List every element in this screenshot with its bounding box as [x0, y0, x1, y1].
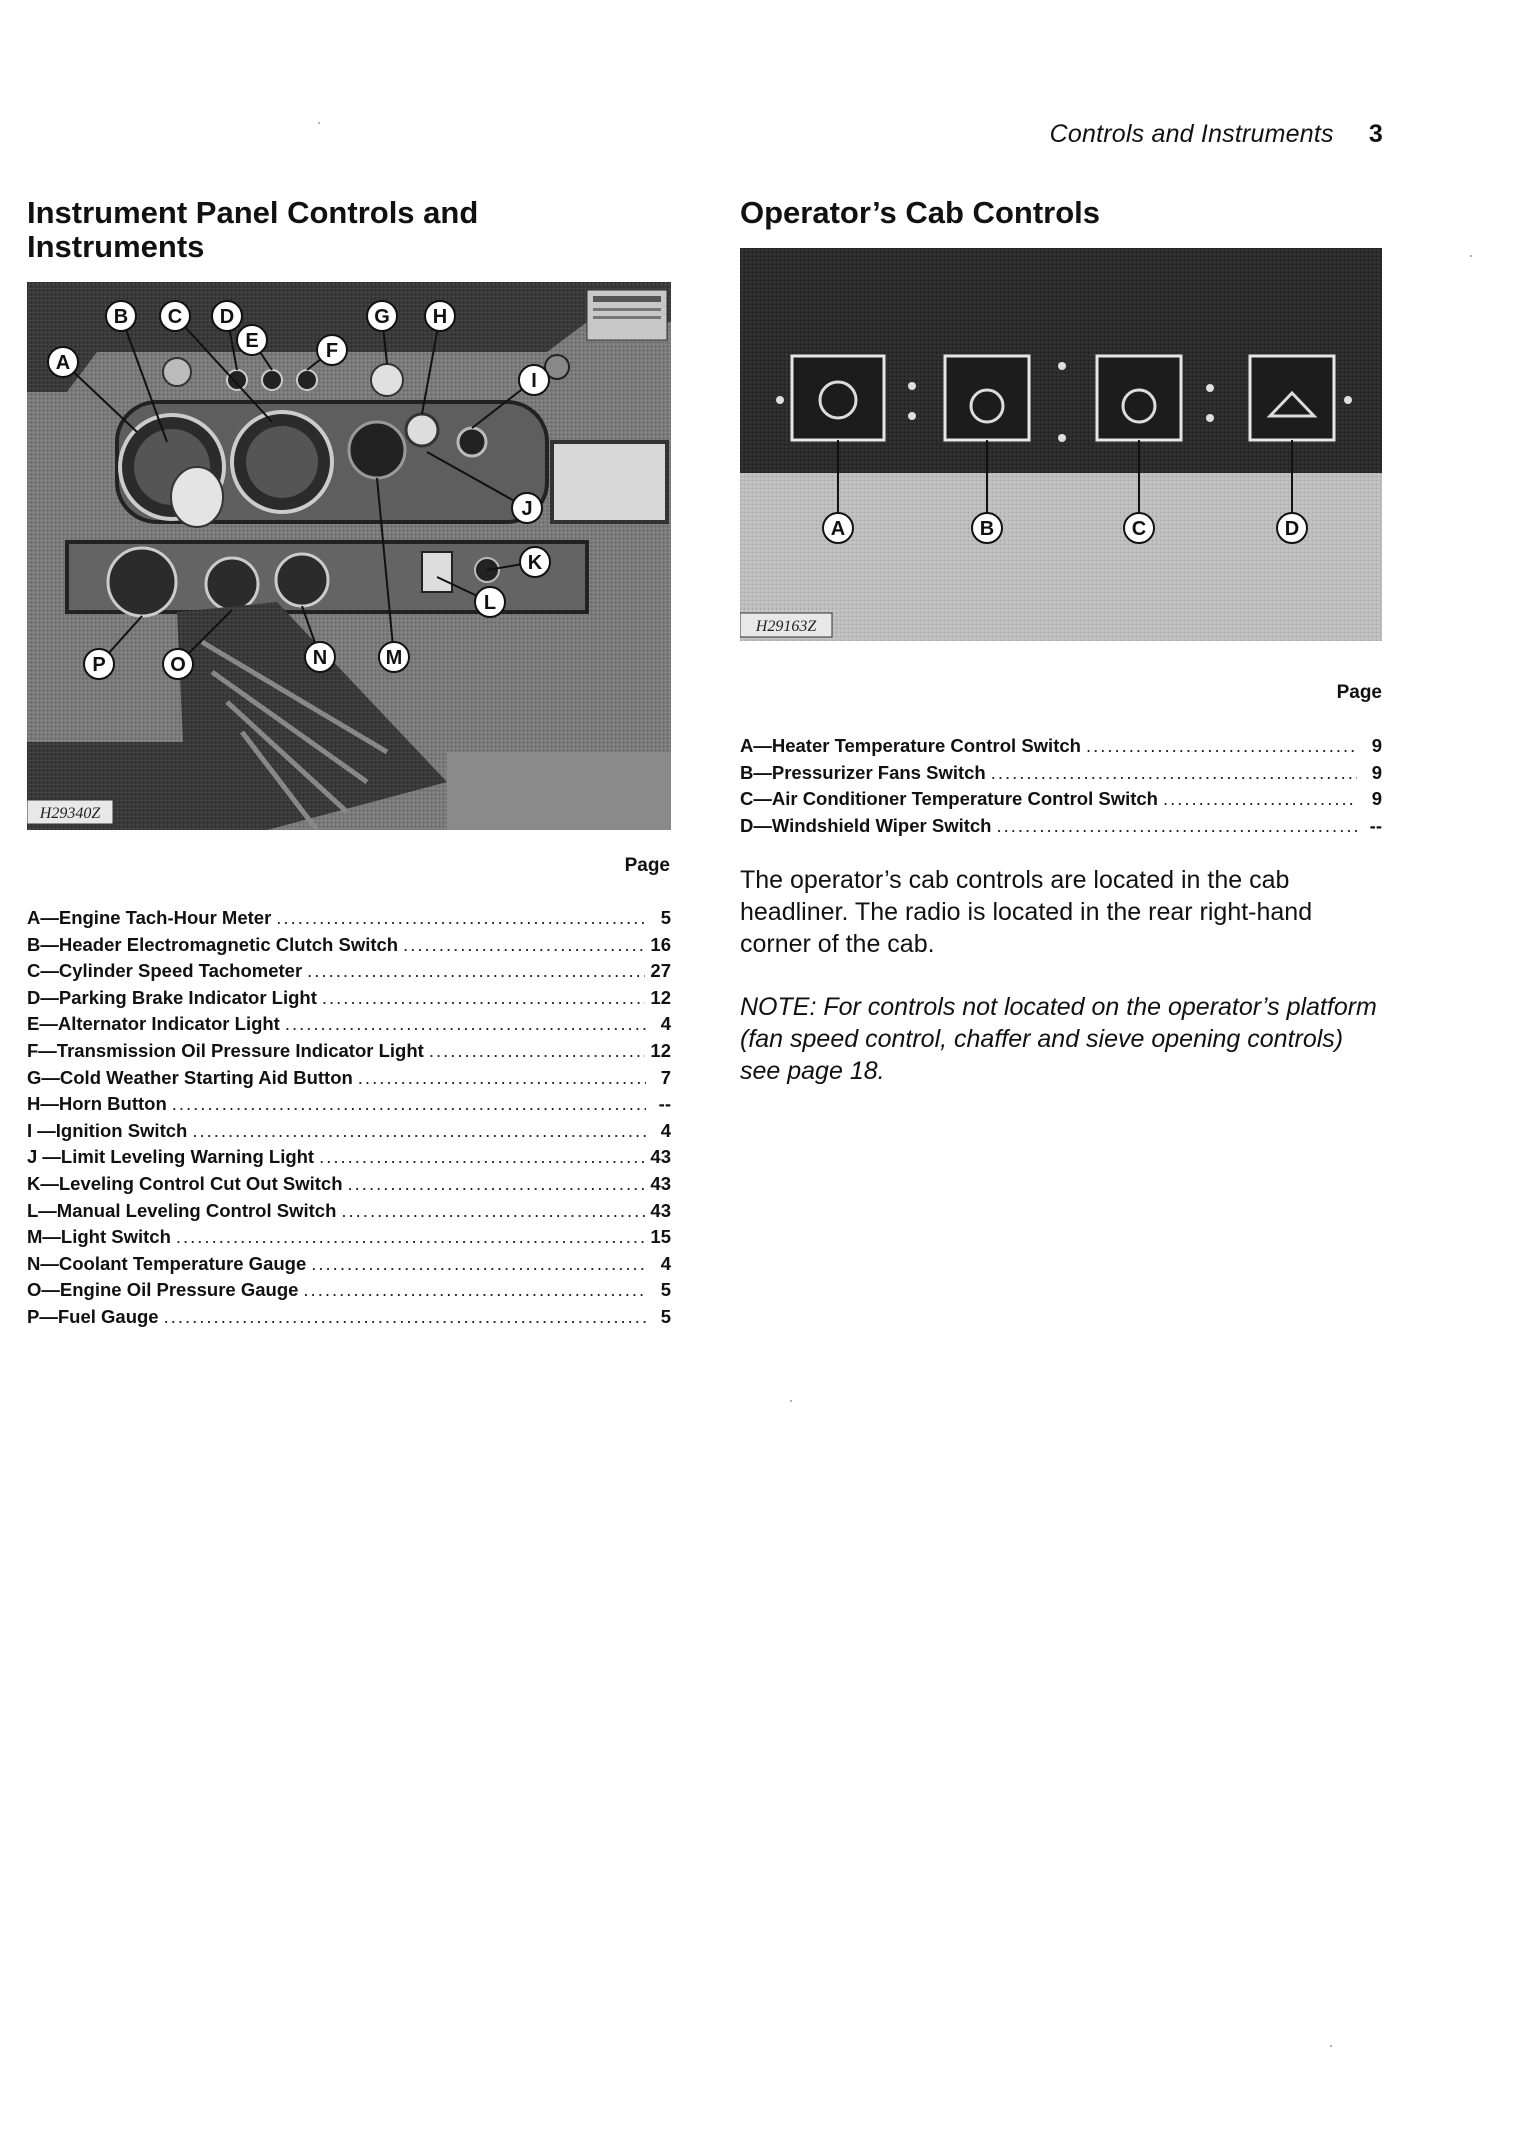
instrument-panel-legend: [27, 905, 671, 1331]
legend-item: [27, 1091, 671, 1118]
dot-leader: [164, 1304, 646, 1331]
legend-page-ref: 4: [660, 1252, 671, 1274]
legend-item: [27, 1038, 671, 1065]
legend-page-ref: 27: [650, 960, 671, 982]
cab-controls-title: Operator’s Cab Controls: [740, 195, 1100, 230]
callout-letter: L: [483, 592, 497, 614]
legend-item: [27, 1224, 671, 1251]
callout-letter: A: [55, 352, 71, 374]
cab-controls-paragraph: The operator’s cab controls are located in the cab headliner. The radio is located in the rear right-hand corner of the cab.: [740, 866, 1313, 958]
legend-label: D—Windshield Wiper Switch: [740, 814, 992, 836]
legend-label: P—Fuel Gauge: [27, 1305, 159, 1327]
legend-page-ref: 9: [1371, 788, 1382, 810]
dot-leader: [991, 760, 1357, 787]
callout-letter: H: [432, 306, 448, 328]
legend-page-ref: 16: [650, 933, 671, 955]
legend-page-ref: 43: [650, 1146, 671, 1168]
legend-item: [740, 786, 1382, 813]
legend-page-ref: 43: [650, 1199, 671, 1221]
dot-leader: [192, 1118, 646, 1145]
callout-letter: B: [113, 306, 129, 328]
dot-leader: [403, 932, 645, 959]
legend-page-ref: 7: [660, 1066, 671, 1088]
legend-label: H—Horn Button: [27, 1093, 167, 1115]
legend-item: [740, 733, 1382, 760]
legend-label: J —Limit Leveling Warning Light: [27, 1146, 315, 1168]
legend-item: [27, 1118, 671, 1145]
legend-label: G—Cold Weather Starting Aid Button: [27, 1066, 353, 1088]
callout-letter: J: [521, 498, 533, 520]
instrument-panel-title: Instrument Panel Controls and Instruments: [27, 195, 479, 264]
legend-label: B—Pressurizer Fans Switch: [740, 761, 986, 783]
callout-letter: C: [1131, 518, 1147, 540]
legend-item: [740, 813, 1382, 840]
callout-letter: B: [979, 518, 995, 540]
dot-leader: [1086, 733, 1357, 760]
legend-item: [27, 1277, 671, 1304]
legend-page-ref: 4: [660, 1119, 671, 1141]
scan-speck: [790, 1400, 792, 1402]
legend-item: [27, 1171, 671, 1198]
legend-page-ref: 9: [1371, 735, 1382, 756]
callout-letter: M: [385, 647, 403, 669]
callout-letter: N: [312, 647, 328, 669]
right-page-column-label: Page: [1336, 682, 1382, 703]
callout-letter: F: [325, 340, 339, 362]
legend-item: [27, 1065, 671, 1092]
legend-page-ref: 5: [660, 1305, 671, 1327]
cab-controls-legend: [740, 733, 1382, 839]
legend-label: A—Engine Tach-Hour Meter: [27, 907, 272, 928]
left-page-column-label: Page: [624, 855, 670, 876]
legend-label: E—Alternator Indicator Light: [27, 1013, 280, 1035]
legend-item: [27, 905, 671, 932]
legend-label: O—Engine Oil Pressure Gauge: [27, 1279, 299, 1301]
dot-leader: [341, 1198, 645, 1225]
running-head: [1050, 120, 1383, 149]
cab-controls-photo: [740, 248, 1382, 641]
callout-letter: O: [170, 654, 186, 676]
legend-label: A—Heater Temperature Control Switch: [740, 735, 1081, 756]
scan-speck: [1330, 2045, 1332, 2047]
dot-leader: [358, 1065, 646, 1092]
legend-page-ref: 9: [1371, 761, 1382, 783]
legend-label: K—Leveling Control Cut Out Switch: [27, 1172, 343, 1194]
legend-page-ref: 4: [660, 1013, 671, 1035]
dot-leader: [303, 1277, 646, 1304]
legend-label: D—Parking Brake Indicator Light: [27, 986, 317, 1008]
dot-leader: [322, 985, 646, 1012]
legend-label: L—Manual Leveling Control Switch: [27, 1199, 337, 1221]
legend-page-ref: 12: [650, 1039, 671, 1061]
legend-item: [27, 1198, 671, 1225]
callout-letter: E: [245, 330, 259, 352]
callout-letter: I: [531, 370, 537, 392]
callout-letter: A: [830, 518, 846, 540]
callout-letter: K: [527, 552, 543, 574]
legend-item: [27, 1304, 671, 1331]
legend-page-ref: 43: [650, 1172, 671, 1194]
legend-label: N—Coolant Temperature Gauge: [27, 1252, 307, 1274]
scan-speck: [1470, 255, 1472, 257]
dot-leader: [348, 1171, 646, 1198]
dot-leader: [311, 1251, 646, 1278]
legend-page-ref: 12: [650, 986, 671, 1008]
legend-label: M—Light Switch: [27, 1226, 171, 1248]
legend-label: I —Ignition Switch: [27, 1119, 188, 1141]
cab-controls-note: NOTE: For controls not located on the operator’s platform (fan speed control, chaffer and sieve opening controls) see page 18.: [740, 993, 1377, 1085]
legend-label: B—Header Electromagnetic Clutch Switch: [27, 933, 399, 955]
callout-letter: D: [219, 306, 235, 328]
dot-leader: [276, 905, 646, 932]
dot-leader: [1163, 786, 1357, 813]
dot-leader: [319, 1144, 645, 1171]
legend-page-ref: 5: [660, 1279, 671, 1301]
legend-label: F—Transmission Oil Pressure Indicator Light: [27, 1039, 424, 1061]
legend-label: C—Air Conditioner Temperature Control Switch: [740, 788, 1158, 810]
legend-page-ref: --: [1369, 814, 1382, 836]
callout-letter: C: [167, 306, 183, 328]
legend-item: [27, 958, 671, 985]
legend-label: C—Cylinder Speed Tachometer: [27, 960, 303, 982]
legend-item: [27, 932, 671, 959]
dot-leader: [176, 1224, 646, 1251]
legend-page-ref: 15: [650, 1226, 671, 1248]
legend-item: [27, 1144, 671, 1171]
legend-item: [27, 1011, 671, 1038]
cab-figure-code: H29163Z: [755, 618, 817, 635]
dot-leader: [307, 958, 645, 985]
callout-letter: D: [1284, 518, 1300, 540]
instrument-panel-photo: [27, 282, 671, 830]
running-title: Controls and Instruments: [1049, 120, 1334, 148]
callout-letter: G: [374, 306, 390, 328]
panel-figure-code: H29340Z: [39, 805, 101, 822]
legend-item: [740, 760, 1382, 787]
scan-speck: [318, 122, 320, 124]
dot-leader: [172, 1091, 646, 1118]
dot-leader: [996, 813, 1357, 840]
page-number: 3: [1368, 120, 1383, 148]
legend-item: [27, 1251, 671, 1278]
dot-leader: [429, 1038, 646, 1065]
legend-page-ref: --: [658, 1093, 671, 1115]
legend-item: [27, 985, 671, 1012]
legend-page-ref: 5: [660, 907, 671, 928]
callout-letter: P: [92, 654, 106, 676]
dot-leader: [285, 1011, 646, 1038]
